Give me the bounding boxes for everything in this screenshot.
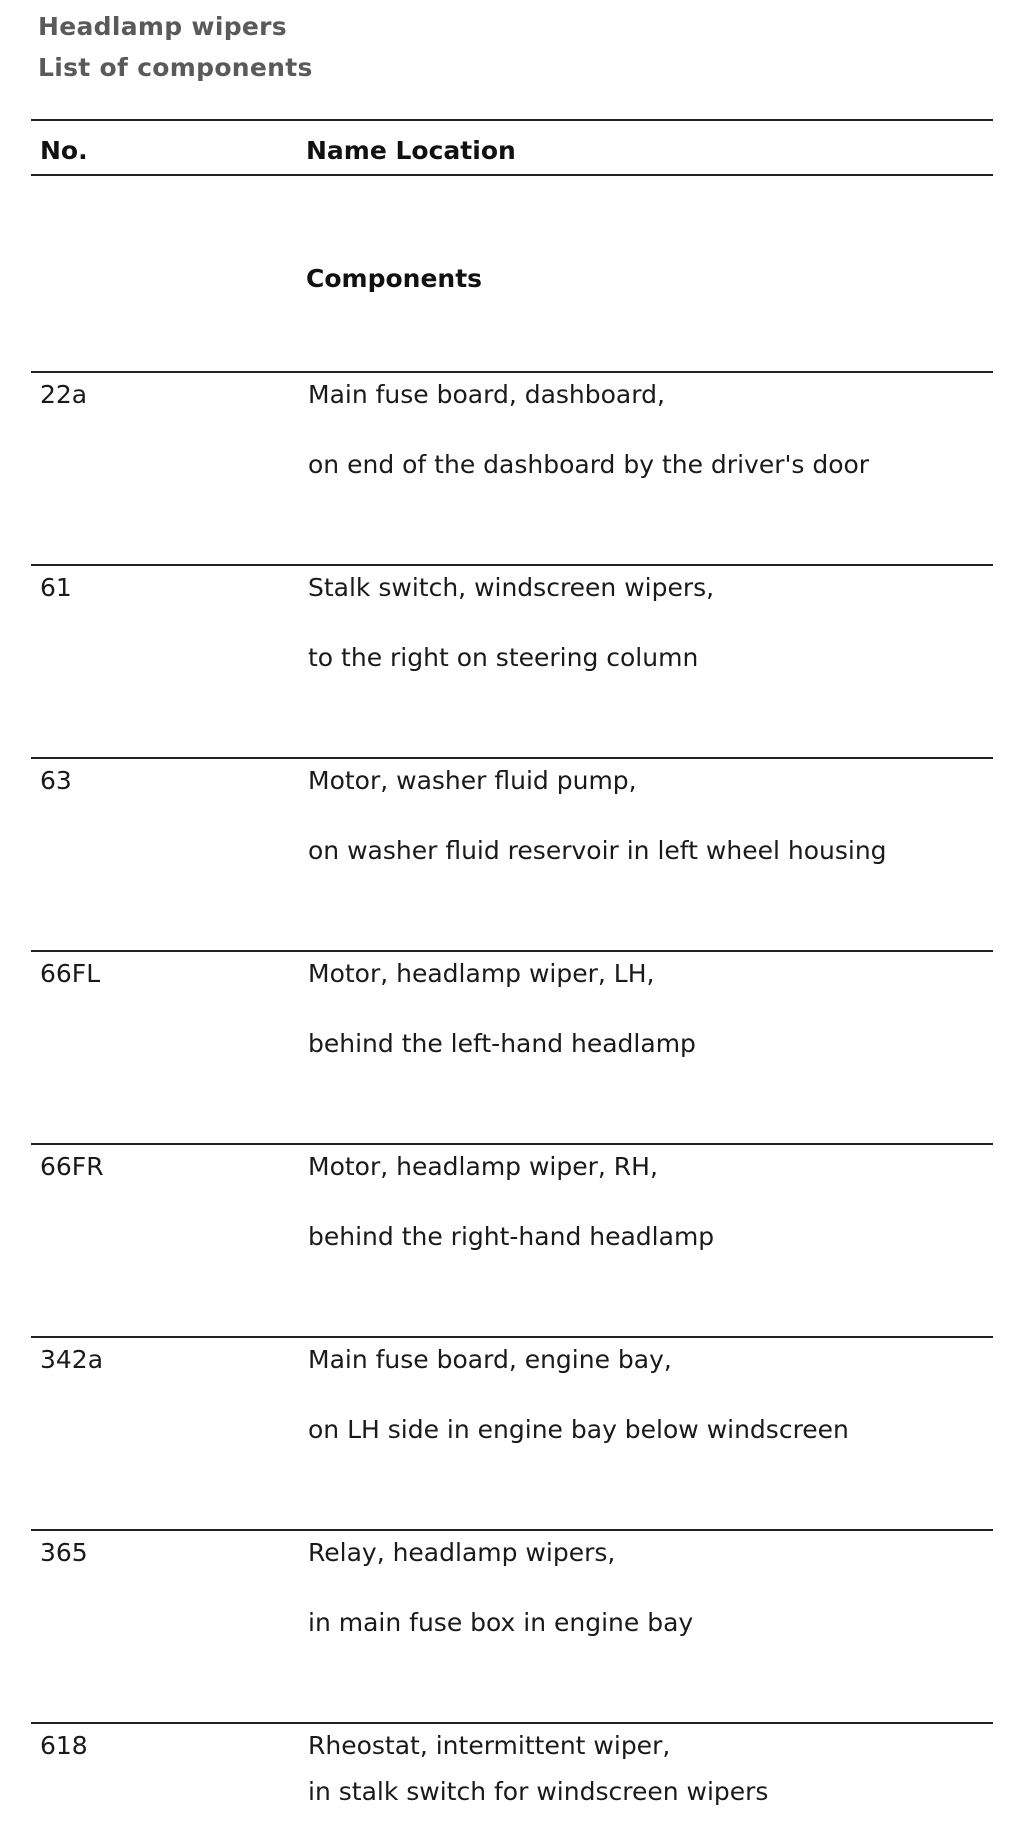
row-divider [31, 1722, 993, 1724]
component-location: in stalk switch for windscreen wipers [308, 1777, 769, 1806]
row-divider [31, 1143, 993, 1145]
row-divider [31, 1529, 993, 1531]
component-number: 66FR [40, 1152, 104, 1181]
table-row [0, 564, 1024, 754]
component-location: behind the left-hand headlamp [308, 1029, 696, 1058]
row-divider [31, 564, 993, 566]
component-number: 63 [40, 766, 72, 795]
component-name: Stalk switch, windscreen wipers, [308, 573, 715, 602]
component-name: Main fuse board, engine bay, [308, 1345, 672, 1374]
title-line-1: Headlamp wipers [38, 12, 287, 41]
table-row [0, 1143, 1024, 1333]
component-name: Rheostat, intermittent wiper, [308, 1731, 671, 1760]
component-number: 22a [40, 380, 88, 409]
row-divider [31, 371, 993, 373]
component-location: on end of the dashboard by the driver's door [308, 450, 870, 479]
component-name: Motor, headlamp wiper, RH, [308, 1152, 658, 1181]
table-row [0, 1336, 1024, 1526]
component-location: to the right on steering column [308, 643, 699, 672]
component-location: on washer fluid reservoir in left wheel housing [308, 836, 887, 865]
component-name: Relay, headlamp wipers, [308, 1538, 616, 1567]
component-name: Motor, headlamp wiper, LH, [308, 959, 655, 988]
row-divider [31, 757, 993, 759]
table-top-rule [31, 119, 993, 121]
component-name: Motor, washer fluid pump, [308, 766, 637, 795]
column-header-name-location: Name Location [306, 136, 516, 165]
section-label-components: Components [306, 264, 483, 293]
component-location: in main fuse box in engine bay [308, 1608, 694, 1637]
table-row [0, 757, 1024, 947]
component-number: 618 [40, 1731, 88, 1760]
component-number: 365 [40, 1538, 88, 1567]
table-row [0, 1722, 1024, 1840]
component-number: 61 [40, 573, 72, 602]
column-header-no: No. [40, 136, 88, 165]
component-location: on LH side in engine bay below windscreen [308, 1415, 849, 1444]
table-row [0, 371, 1024, 561]
component-location: behind the right-hand headlamp [308, 1222, 715, 1251]
component-number: 342a [40, 1345, 104, 1374]
component-number: 66FL [40, 959, 101, 988]
row-divider [31, 950, 993, 952]
title-line-2: List of components [38, 53, 313, 82]
row-divider [31, 1336, 993, 1338]
component-name: Main fuse board, dashboard, [308, 380, 665, 409]
table-row [0, 950, 1024, 1140]
header-bottom-rule [31, 174, 993, 176]
table-row [0, 1529, 1024, 1719]
